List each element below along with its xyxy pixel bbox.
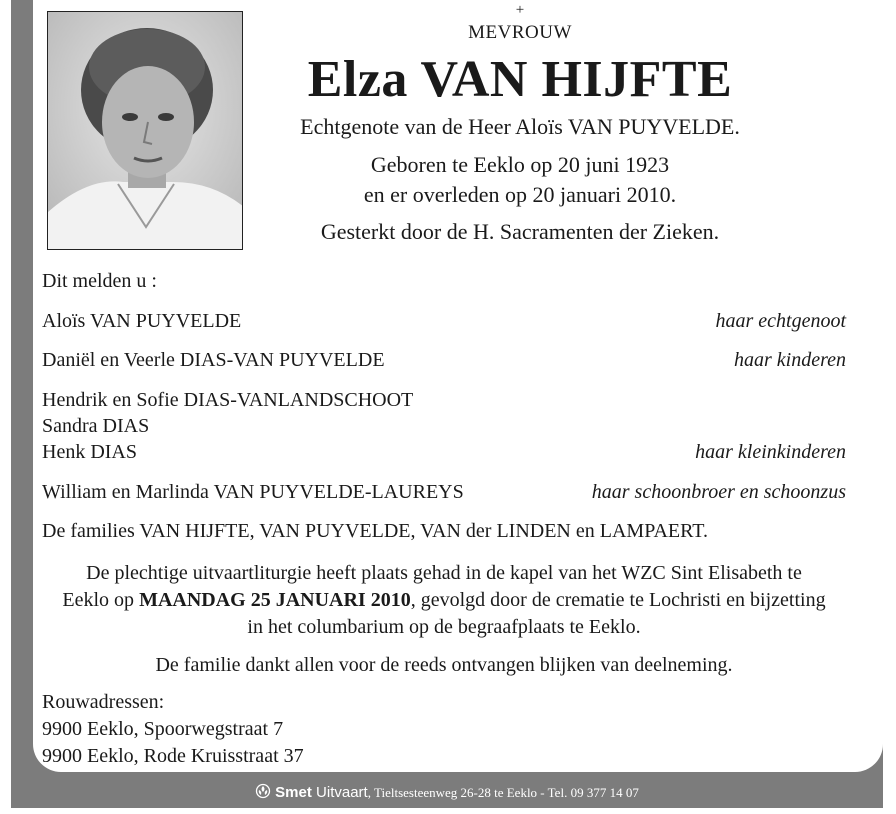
footer bbox=[11, 779, 883, 807]
portrait-photo bbox=[47, 11, 243, 250]
mourner-row bbox=[42, 310, 846, 333]
mourner-relation: haar schoonbroer en schoonzus bbox=[591, 481, 846, 503]
ceremony-line bbox=[30, 587, 858, 614]
mourner-relation: haar echtgenoot bbox=[715, 310, 846, 332]
ceremony-paragraph bbox=[30, 560, 858, 641]
sacraments-line: Gesterkt door de H. Sacramenten der Zieken. bbox=[320, 219, 720, 244]
cross-symbol: + bbox=[515, 2, 525, 18]
title-prefix: MEVROUW bbox=[468, 22, 572, 43]
addresses-label: Rouwadressen: bbox=[42, 691, 165, 713]
ceremony-date: MAANDAG 25 JANUARI 2010 bbox=[139, 589, 411, 611]
brand-name bbox=[275, 784, 368, 801]
address-item: 9900 Eeklo, Rode Kruisstraat 37 bbox=[42, 745, 304, 767]
address-item: 9900 Eeklo, Spoorwegstraat 7 bbox=[42, 718, 284, 740]
born-line: Geboren te Eeklo op 20 juni 1923 bbox=[370, 152, 670, 177]
brand-bold: Smet bbox=[275, 784, 312, 801]
announce-intro: Dit melden u : bbox=[42, 270, 157, 292]
mourner-name: Henk DIAS bbox=[42, 441, 137, 463]
mourner-row bbox=[42, 349, 846, 372]
ceremony-text: , gevolgd door de crematie te Lochristi en bijzetting bbox=[410, 589, 826, 611]
families-line: De families VAN HIJFTE, VAN PUYVELDE, VAN der LINDEN en LAMPAERT. bbox=[42, 520, 709, 542]
mourner-name bbox=[42, 415, 846, 438]
mourner-row bbox=[42, 441, 846, 464]
mourner-relation: haar kleinkinderen bbox=[695, 441, 846, 463]
ceremony-text: Eeklo op bbox=[62, 589, 140, 611]
flower-logo-icon bbox=[255, 783, 271, 799]
portrait-image bbox=[48, 12, 243, 250]
mourner-name: William en Marlinda VAN PUYVELDE-LAUREYS bbox=[42, 481, 464, 503]
spouse-line: Echtgenote van de Heer Aloïs VAN PUYVELDE. bbox=[300, 114, 740, 139]
deceased-name: Elza VAN HIJFTE bbox=[307, 51, 733, 108]
mourner-row bbox=[42, 481, 846, 504]
died-line: en er overleden op 20 januari 2010. bbox=[363, 182, 677, 207]
mourner-name: Sandra DIAS bbox=[42, 415, 150, 437]
mourner-name: Hendrik en Sofie DIAS-VANLANDSCHOOT bbox=[42, 389, 414, 411]
mourner-name: Daniël en Veerle DIAS-VAN PUYVELDE bbox=[42, 349, 385, 371]
thanks-line: De familie dankt allen voor de reeds ontvangen blijken van deelneming. bbox=[155, 654, 733, 676]
mourner-name bbox=[42, 389, 846, 412]
mourner-name: Aloïs VAN PUYVELDE bbox=[42, 310, 242, 332]
ceremony-line: in het columbarium op de begraafplaats te Eeklo. bbox=[247, 616, 641, 638]
ceremony-line: De plechtige uitvaartliturgie heeft plaats gehad in de kapel van het WZC Sint Elisabeth te bbox=[86, 562, 802, 584]
footer-details: , Tieltsesteenweg 26-28 te Eeklo - Tel. 09 377 14 07 bbox=[367, 785, 639, 800]
mourner-relation: haar kinderen bbox=[733, 349, 846, 371]
brand-rest: Uitvaart bbox=[311, 784, 368, 801]
